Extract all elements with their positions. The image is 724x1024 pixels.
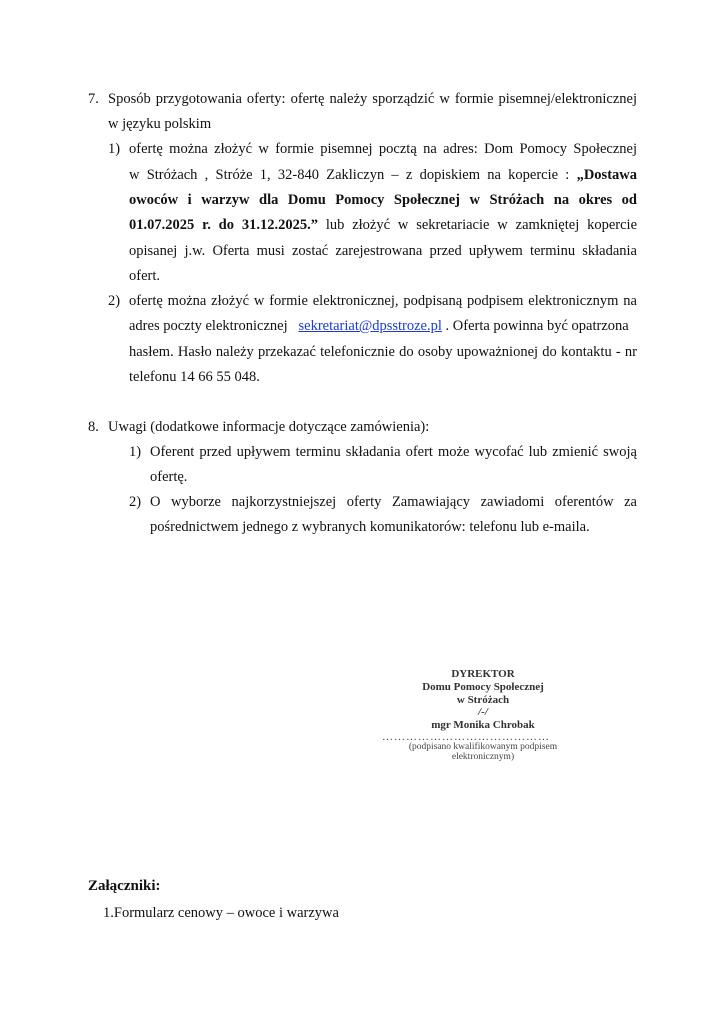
signature-mark: /-/ bbox=[478, 706, 488, 718]
section-8-item-1-line-1: Oferent przed upływem terminu składania ofert może wycofać lub zmienić swoją bbox=[150, 444, 637, 460]
section-7-item-1-line-1: ofertę można złożyć w formie pisemnej pocztą na adres: Dom Pomocy Społecznej bbox=[129, 141, 637, 157]
signature-title: DYREKTOR bbox=[451, 668, 515, 680]
section-7-item-2-line-3: hasłem. Hasło należy przekazać telefonicznie do osoby upoważnionej do kontaktu - nr bbox=[129, 344, 637, 360]
section-7-item-2-line-4: telefonu 14 66 55 048. bbox=[129, 369, 260, 385]
section-7-item-2-number: 2) bbox=[108, 293, 121, 309]
section-8-item-1-number: 1) bbox=[129, 444, 142, 460]
section-7-item-2-line-2: adres poczty elektronicznej sekretariat@dpsstroze.pl . Oferta powinna być opatrzona bbox=[129, 318, 629, 334]
section-8-item-2-line-2: pośrednictwem jednego z wybranych komunikatorów: telefonu lub e-maila. bbox=[150, 519, 590, 535]
section-7-heading: Sposób przygotowania oferty: ofertę należy sporządzić w formie pisemnej/elektronicznej bbox=[108, 91, 637, 107]
attachments-heading: Załączniki: bbox=[88, 878, 161, 894]
section-7-item-1-line-4: 01.07.2025 r. do 31.12.2025.” lub złożyć w sekretariacie w zamkniętej kopercie bbox=[129, 217, 637, 233]
signature-institution: Domu Pomocy Społecznej bbox=[422, 681, 544, 693]
signature-name: mgr Monika Chrobak bbox=[431, 719, 535, 731]
section-7-number: 7. bbox=[88, 91, 99, 107]
section-7-item-1-number: 1) bbox=[108, 141, 121, 157]
signature-dotted-line: …………………………………… bbox=[382, 731, 550, 743]
section-7-item-1-line-5: opisanej j.w. Oferta musi zostać zarejestrowana przed upływem terminu składania bbox=[129, 243, 637, 259]
section-8-number: 8. bbox=[88, 419, 99, 435]
section-7-item-1-line-3: owoców i warzyw dla Domu Pomocy Społecznej w Stróżach na okres od bbox=[129, 192, 637, 208]
section-8-item-2-line-1: O wyborze najkorzystniejszej oferty Zamawiający zawiadomi oferentów za bbox=[150, 494, 637, 510]
attachment-item-1: 1.Formularz cenowy – owoce i warzywa bbox=[103, 905, 339, 921]
signature-location: w Stróżach bbox=[456, 694, 510, 706]
section-7-item-1-line-6: ofert. bbox=[129, 268, 160, 284]
signature-note: (podpisano kwalifikowanym podpisem elektronicznym) bbox=[408, 742, 558, 762]
section-8-item-2-number: 2) bbox=[129, 494, 142, 510]
section-8-heading: Uwagi (dodatkowe informacje dotyczące zamówienia): bbox=[108, 419, 430, 435]
section-8-item-1-line-2: ofertę. bbox=[150, 469, 188, 485]
section-7-item-1-line-2: w Stróżach , Stróże 1, 32-840 Zakliczyn – z dopiskiem na kopercie : „Dostawa bbox=[129, 167, 637, 183]
section-7-heading-cont: w języku polskim bbox=[108, 116, 212, 132]
email-link[interactable]: sekretariat@dpsstroze.pl bbox=[298, 318, 442, 334]
section-7-item-2-line-1: ofertę można złożyć w formie elektronicznej, podpisaną podpisem elektronicznym na bbox=[129, 293, 637, 309]
